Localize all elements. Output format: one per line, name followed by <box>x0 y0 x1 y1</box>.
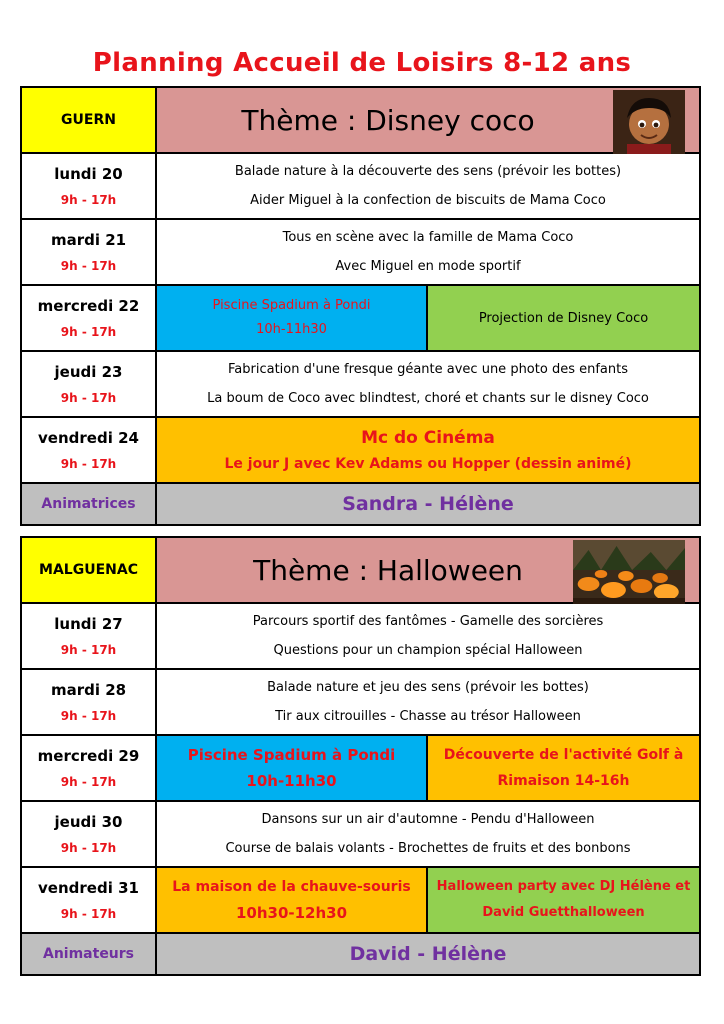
activity-cell-swimming: Piscine Spadium à Pondi 10h-11h30 <box>156 285 427 351</box>
theme-title: Thème : Disney coco <box>241 103 535 137</box>
coco-boy-image <box>613 90 685 154</box>
activity-cell-party: Halloween party avec DJ Hélène et David Guetthalloween <box>427 867 700 933</box>
staff-names: David - Hélène <box>156 933 700 975</box>
week1-table <box>20 86 701 526</box>
staff-label: Animateurs <box>21 933 156 975</box>
day-cell: lundi 27 9h - 17h <box>21 603 156 669</box>
staff-label: Animatrices <box>21 483 156 525</box>
site-name: GUERN <box>21 87 156 153</box>
site-name: MALGUENAC <box>21 537 156 603</box>
activity-cell: Balade nature à la découverte des sens (prévoir les bottes) Aider Miguel à la confection de biscuits de Mama Coco <box>156 153 700 219</box>
day-cell: mardi 21 9h - 17h <box>21 219 156 285</box>
week2-table <box>20 536 701 976</box>
theme-header <box>156 537 700 603</box>
theme-header <box>156 87 700 153</box>
activity-cell: Tous en scène avec la famille de Mama Coco Avec Miguel en mode sportif <box>156 219 700 285</box>
day-cell: lundi 20 9h - 17h <box>21 153 156 219</box>
day-cell: mercredi 29 9h - 17h <box>21 735 156 801</box>
activity-cell-golf: Découverte de l'activité Golf à Rimaison 14-16h <box>427 735 700 801</box>
day-cell: mardi 28 9h - 17h <box>21 669 156 735</box>
page-title: Planning Accueil de Loisirs 8-12 ans <box>92 48 632 78</box>
staff-names: Sandra - Hélène <box>156 483 700 525</box>
activity-cell-projection: Projection de Disney Coco <box>427 285 700 351</box>
activity-cell: Fabrication d'une fresque géante avec une photo des enfants La boum de Coco avec blindtest, choré et chants sur le disney Coco <box>156 351 700 417</box>
day-cell: vendredi 31 9h - 17h <box>21 867 156 933</box>
theme-title: Thème : Halloween <box>253 553 523 587</box>
activity-cell-swimming: Piscine Spadium à Pondi 10h-11h30 <box>156 735 427 801</box>
activity-cell-cinema: Mc do Cinéma Le jour J avec Kev Adams ou Hopper (dessin animé) <box>156 417 700 483</box>
day-cell: vendredi 24 9h - 17h <box>21 417 156 483</box>
pumpkins-image <box>573 540 685 604</box>
day-cell: jeudi 30 9h - 17h <box>21 801 156 867</box>
activity-cell: Parcours sportif des fantômes - Gamelle des sorcières Questions pour un champion spécial Halloween <box>156 603 700 669</box>
day-cell: jeudi 23 9h - 17h <box>21 351 156 417</box>
activity-cell-bat-house: La maison de la chauve-souris 10h30-12h30 <box>156 867 427 933</box>
activity-cell: Balade nature et jeu des sens (prévoir les bottes) Tir aux citrouilles - Chasse au trésor Halloween <box>156 669 700 735</box>
activity-cell: Dansons sur un air d'automne - Pendu d'Halloween Course de balais volants - Brochettes de fruits et des bonbons <box>156 801 700 867</box>
day-cell: mercredi 22 9h - 17h <box>21 285 156 351</box>
